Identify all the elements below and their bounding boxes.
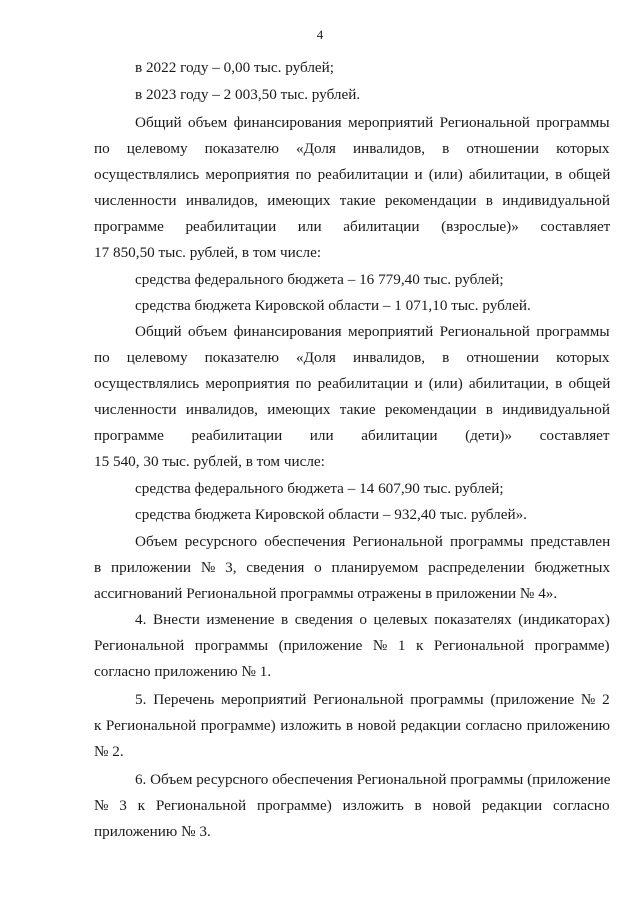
text-line: № 2.: [94, 743, 124, 760]
text-line: численности инвалидов, имеющих такие рекомендации в индивидуальной: [94, 401, 610, 418]
text-line: приложению № 3.: [94, 823, 211, 840]
text-line: по целевому показателю «Доля инвалидов, в отношении которых: [94, 349, 610, 366]
text-line: средства бюджета Кировской области – 1 071,10 тыс. рублей.: [135, 297, 531, 314]
text-line: средства федерального бюджета – 14 607,90 тыс. рублей;: [135, 480, 504, 497]
text-line: к Региональной программе) изложить в новой редакции согласно приложению: [94, 717, 610, 734]
text-line: численности инвалидов, имеющих такие рекомендации в индивидуальной: [94, 192, 610, 209]
text-line: программе реабилитации или абилитации (дети)» составляет: [94, 427, 610, 444]
text-line: согласно приложению № 1.: [94, 663, 272, 680]
text-line: Общий объем финансирования мероприятий Региональной программы: [135, 323, 610, 340]
text-line: № 3 к Региональной программе) изложить в новой редакции согласно: [94, 797, 610, 814]
text-line: Общий объем финансирования мероприятий Региональной программы: [135, 114, 610, 131]
text-line: по целевому показателю «Доля инвалидов, в отношении которых: [94, 140, 610, 157]
text-line: 17 850,50 тыс. рублей, в том числе:: [94, 244, 322, 261]
page-number: 4: [316, 27, 324, 42]
text-line: 5. Перечень мероприятий Региональной программы (приложение № 2: [135, 691, 610, 708]
text-line: осуществлялись мероприятия по реабилитации и (или) абилитации, в общей: [94, 166, 611, 183]
text-line: в 2022 году – 0,00 тыс. рублей;: [135, 59, 335, 76]
text-line: 6. Объем ресурсного обеспечения Региональной программы (приложение: [135, 771, 611, 788]
text-line: программе реабилитации или абилитации (взрослые)» составляет: [94, 218, 611, 235]
text-line: Региональной программы (приложение № 1 к Региональной программе): [94, 637, 610, 654]
text-line: ассигнований Региональной программы отражены в приложении № 4».: [94, 585, 558, 602]
text-line: средства федерального бюджета – 16 779,40 тыс. рублей;: [135, 271, 504, 288]
text-line: 15 540, 30 тыс. рублей, в том числе:: [94, 453, 325, 470]
text-line: в приложении № 3, сведения о планируемом распределении бюджетных: [94, 559, 611, 576]
text-line: Объем ресурсного обеспечения Региональной программы представлен: [135, 533, 611, 550]
text-line: в 2023 году – 2 003,50 тыс. рублей.: [135, 86, 361, 103]
text-line: 4. Внести изменение в сведения о целевых показателях (индикаторах): [135, 611, 610, 628]
text-line: осуществлялись мероприятия по реабилитации и (или) абилитации, в общей: [94, 375, 611, 392]
text-line: средства бюджета Кировской области – 932,40 тыс. рублей».: [135, 506, 527, 523]
